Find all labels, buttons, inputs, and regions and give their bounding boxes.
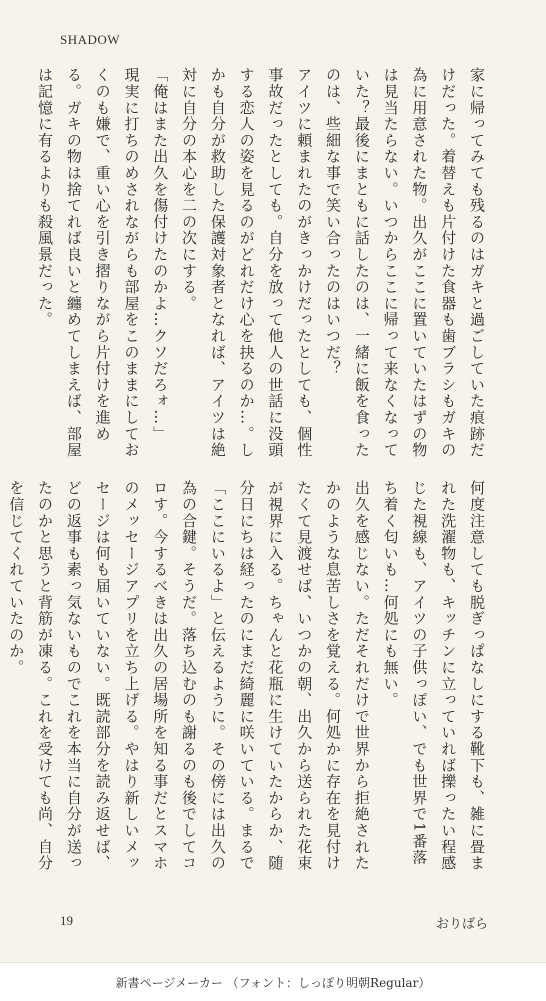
paragraph: アイツに頼まれたのがきっかけだったとしても、個性事故だったとしても。自分を放って他人の世話に没頭する恋人の姿を見るのがどれだけ心を抉るのか…。しかも自分が救助した保護対象者となれば、アイツは絶対に自分の本心を二の次にする。 (180, 67, 314, 459)
paragraph: 「俺はまた出久を傷付けたのかよ…クソだろォ…」 (151, 67, 170, 442)
app-credit-text: 新書ページメーカー （フォント：しっぽり明朝Regular） (115, 975, 431, 990)
text-block-bottom (7, 480, 491, 880)
running-head-title: SHADOW (60, 32, 121, 47)
paragraph: 家に帰ってみても残るのはガキと過ごしていた痕跡だけだった。着替えも片付けた食器も歯ブラシもガキの為に用意された物。出久がここに置いていたはずの物は見当たらない。いつからここに帰って来なくなっていた？最後にまともに話したのは、一緒に飯を食ったのは、些細な事で笑い合ったのはいつだ？ (324, 67, 486, 459)
app-footer (0, 962, 546, 1001)
text-block-top (36, 67, 491, 467)
paragraph: 現実に打ちのめされながらも部屋をこのままにしておくのも嫌で、重い心を引き摺りながら片付けを進める。ガキの物は捨てれば良いと纏めてしまえば、部屋は記憶に有るよりも殺風景だった。 (36, 67, 141, 459)
paragraph: 何度注意しても脱ぎっぱなしにする靴下も、雑に畳まれた洗濯物も、キッチンに立っていれば擽ったい程感じた視線も、アイツの子供っぽい、でも世界で1番落ち着く匂いも…何処にも無い。 (381, 480, 486, 872)
author-name: おりばら (435, 917, 488, 932)
page-number: 19 (60, 913, 73, 928)
paragraph: 出久を感じない。ただそれだけで世界から拒絶されたかのような息苦しさを覚える。何処かに存在を見付けたくて見渡せば、いつかの朝、出久から送られた花束が視界に入る。ちゃんと花瓶に生けていたからか、随分日にちは経ったのにまだ綺麗に咲いている。まるで「ここにいるよ」と伝えるように。その傍には出久の為の合鍵。そうだ。落ち込むのも謝るのも後でしてコロす。今するべきは出久の居場所を知る事だとスマホのメッセージアプリを立ち上げる。やはり新しいメッセージは何も届いていない。既読部分を読み返せば、どの返事も素っ気ないものでこれを本当に自分が送ったのかと思うと背筋が凍る。これを受けても尚、自分を信じてくれていたのか。 (7, 480, 371, 872)
